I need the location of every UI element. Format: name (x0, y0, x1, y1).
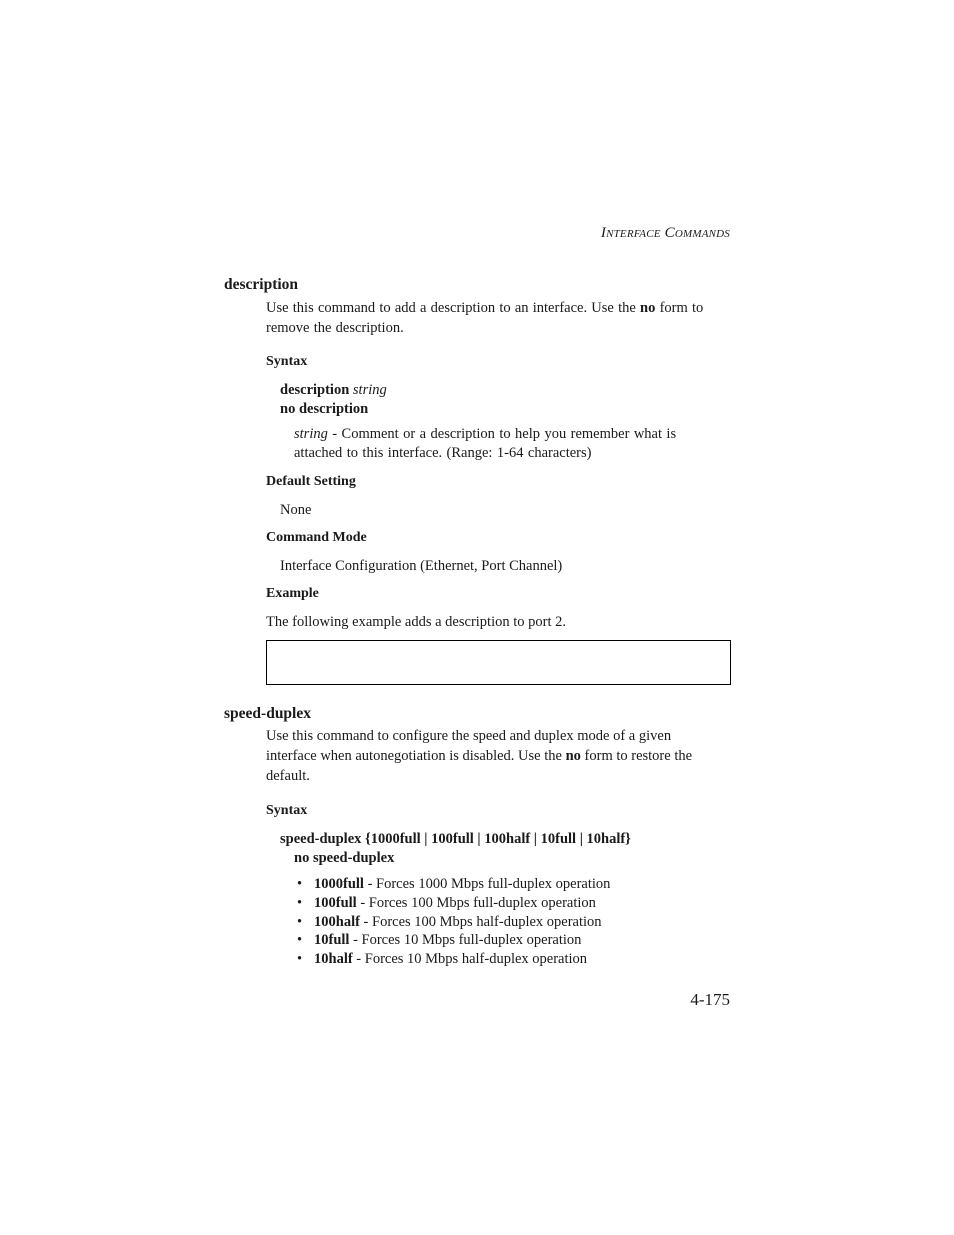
list-item: • 10half - Forces 10 Mbps half-duplex operation (297, 950, 610, 969)
example-code-box (266, 640, 731, 685)
syntax-heading: Syntax (266, 354, 308, 369)
list-item: • 10full - Forces 10 Mbps full-duplex operation (297, 931, 610, 950)
list-item: • 100half - Forces 100 Mbps half-duplex operation (297, 913, 610, 932)
description-intro: Use this command to add a description to an interface. Use the no form to remove the description. (266, 300, 704, 336)
command-mode-heading: Command Mode (266, 530, 367, 545)
speed-syntax-line: speed-duplex {1000full | 100full | 100half | 10full | 10half} (280, 831, 631, 847)
param-description: string - Comment or a description to help you remember what is attached to this interface. (Range: 1-64 characters) (294, 426, 677, 461)
example-heading: Example (266, 586, 319, 601)
list-item: • 1000full - Forces 1000 Mbps full-duplex operation (297, 875, 610, 894)
syntax-line: description string (280, 382, 387, 398)
speed-duplex-intro: Use this command to configure the speed and duplex mode of a given interface when autonegotiation is disabled. Use the no form to restore the default. (266, 728, 693, 784)
list-item: • 100full - Forces 100 Mbps full-duplex operation (297, 894, 610, 913)
page-number: 4-175 (690, 990, 730, 1009)
syntax-heading-speed: Syntax (266, 803, 308, 818)
section-title-speed-duplex: speed-duplex (224, 705, 311, 722)
default-setting-heading: Default Setting (266, 474, 356, 489)
default-setting-value: None (280, 502, 312, 518)
syntax-no-line: no description (280, 401, 369, 417)
running-head: INTERFACE COMMANDS (600, 225, 730, 241)
speed-options-list (297, 875, 610, 969)
example-text: The following example adds a description to port 2. (266, 614, 566, 630)
speed-syntax-no-line: no speed-duplex (294, 850, 395, 866)
section-title-description: description (224, 276, 299, 293)
command-mode-value: Interface Configuration (Ethernet, Port Channel) (280, 558, 563, 574)
